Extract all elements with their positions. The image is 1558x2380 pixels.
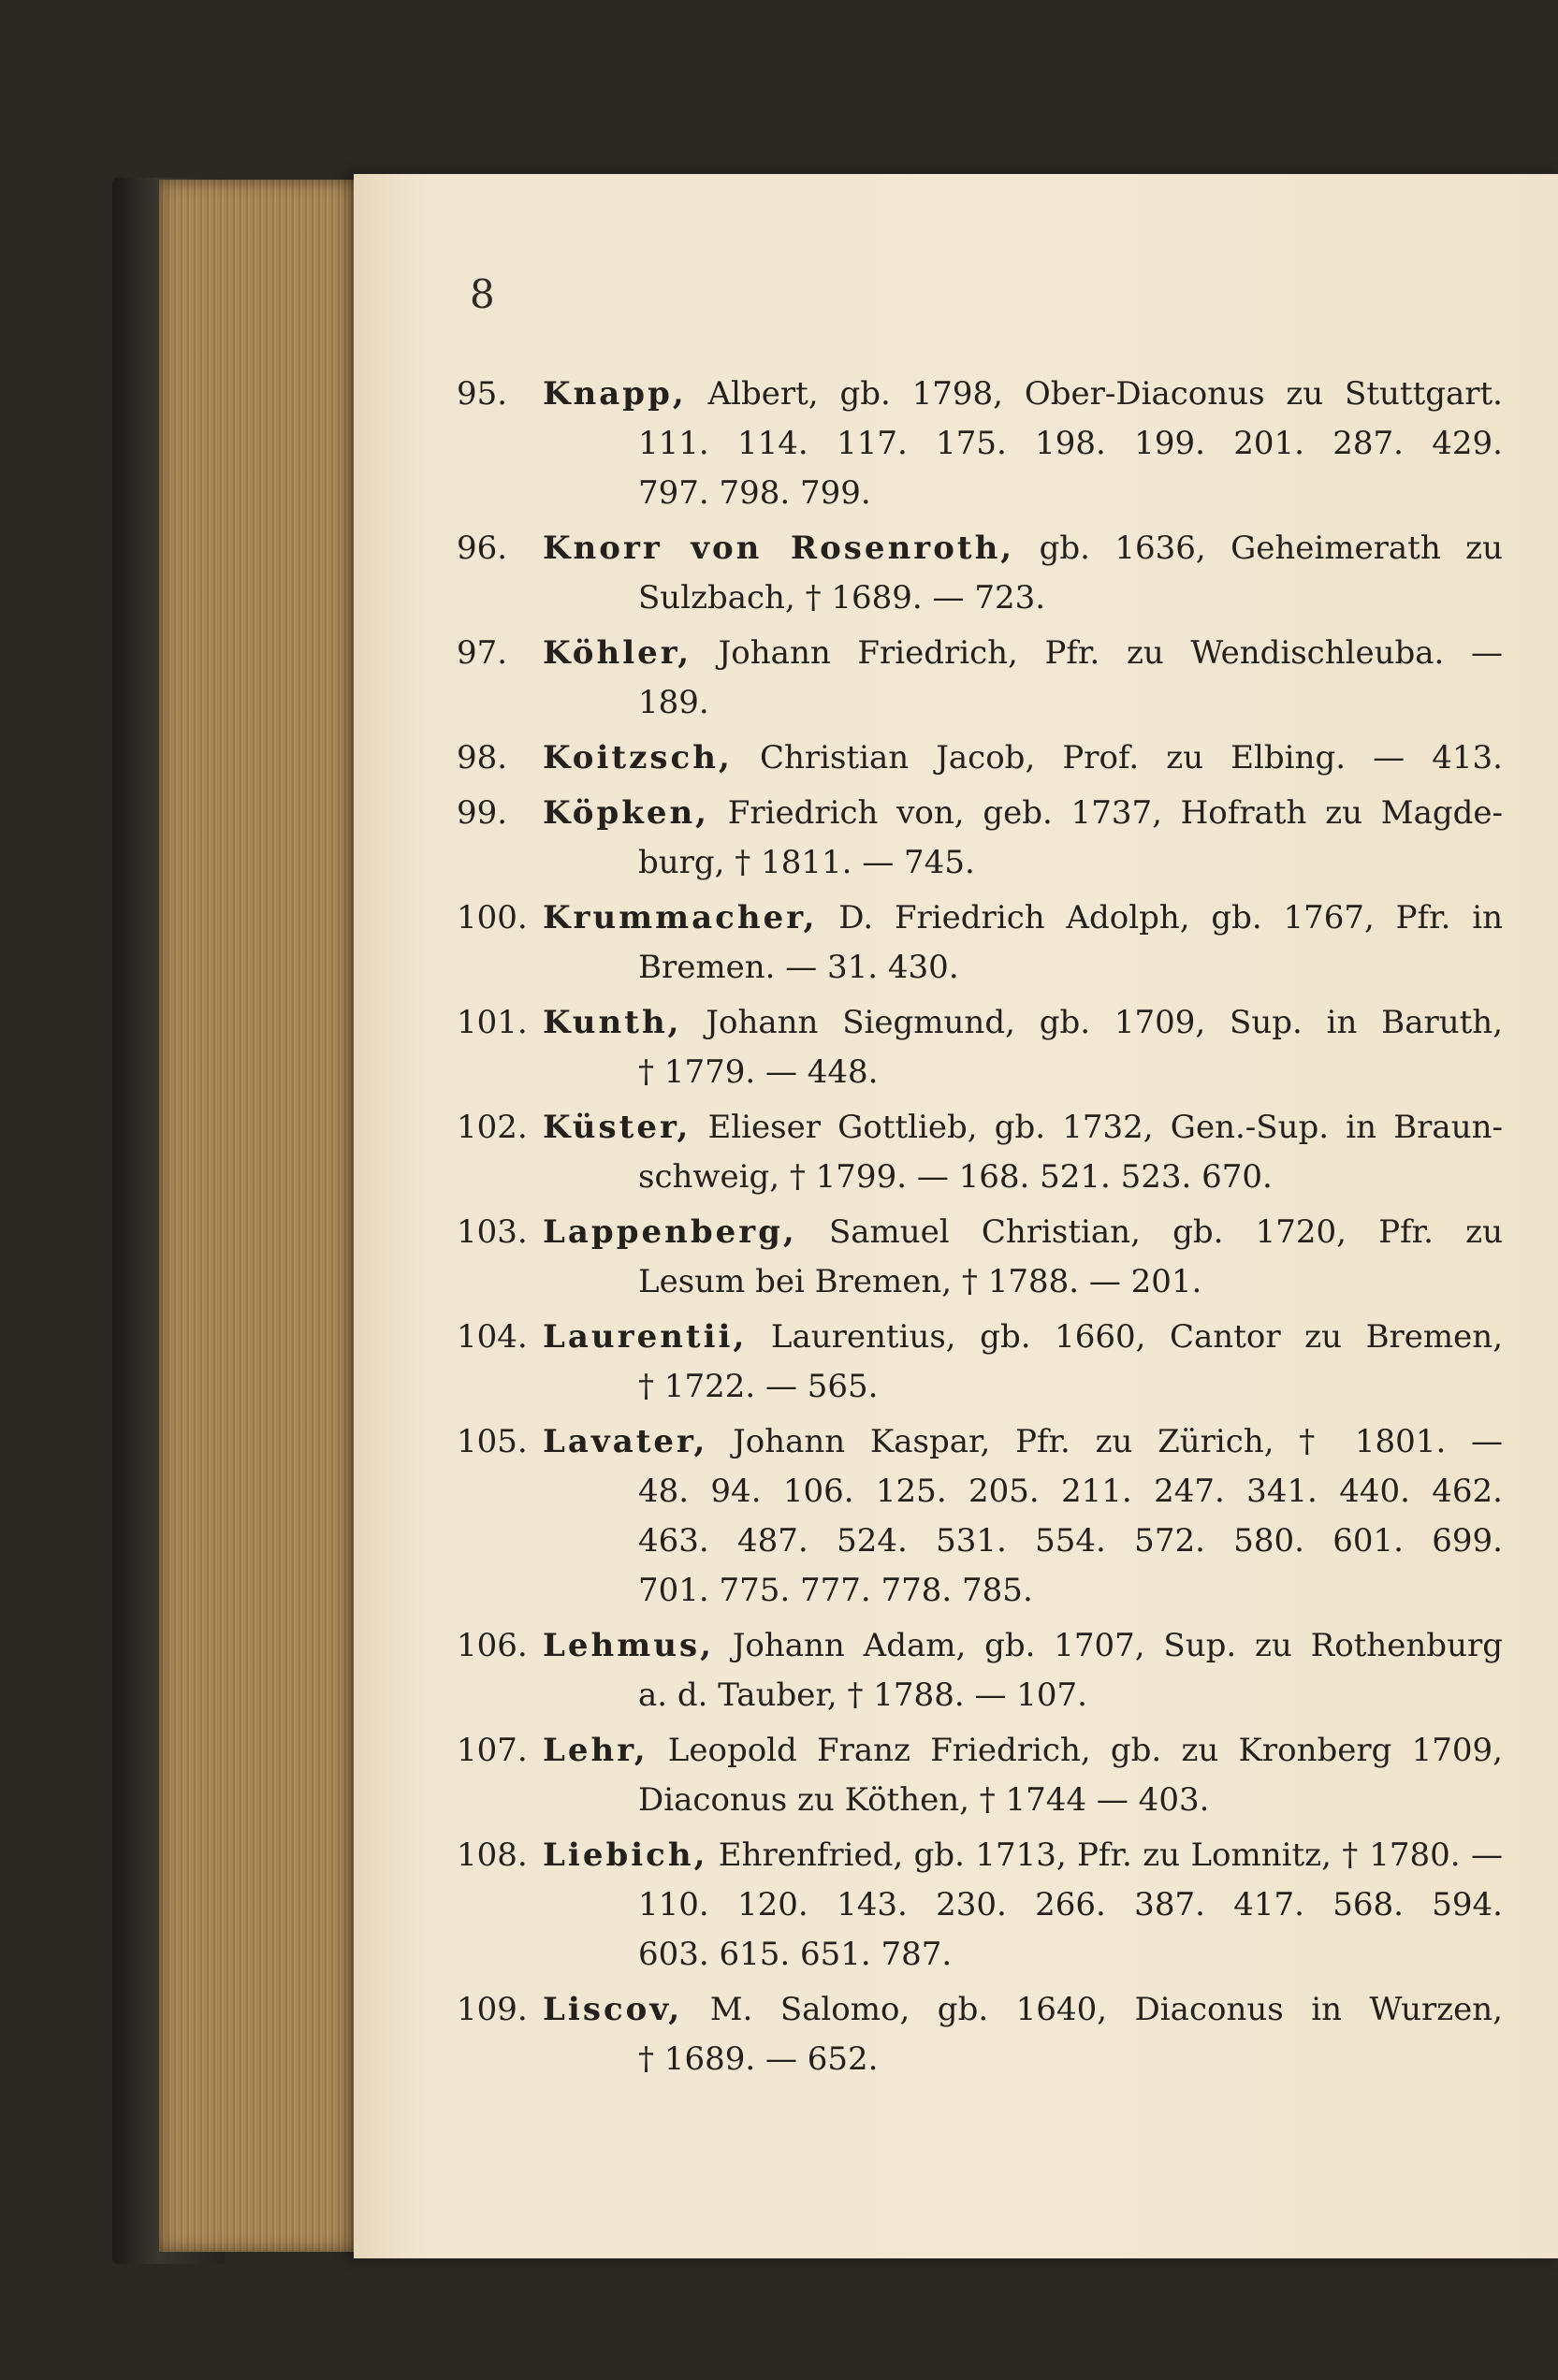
entry-number: 106. [457, 1627, 528, 1664]
index-entry [457, 1417, 1503, 1616]
page-block-edges [159, 180, 360, 2252]
entry-first-line [543, 1313, 1503, 1362]
index-entry [457, 629, 1503, 728]
index-entry [457, 370, 1503, 518]
author-details: Friedrich von, geb. 1737, Hofrath zu Magde- [709, 794, 1503, 832]
entry-continuation-line: Diaconus zu Köthen, † 1744 — 403. [638, 1781, 1210, 1819]
entry-first-line [543, 1726, 1503, 1776]
index-entry [457, 1313, 1503, 1412]
entry-body [533, 1417, 1503, 1616]
index-entry [457, 733, 1503, 783]
index-entry [457, 1103, 1503, 1202]
entry-body [533, 1726, 1503, 1825]
entry-first-line [543, 370, 1503, 419]
index-entry [457, 1208, 1503, 1307]
entry-number: 100. [457, 899, 528, 936]
index-entry [457, 1985, 1503, 2084]
entry-continuation-line: a. d. Tauber, † 1788. — 107. [638, 1676, 1087, 1714]
entry-continuation-line: † 1779. — 448. [638, 1053, 879, 1091]
index-entry [457, 1726, 1503, 1825]
entry-continuation-line: burg, † 1811. — 745. [638, 844, 975, 881]
entry-continuation-line: 701. 775. 777. 778. 785. [638, 1572, 1033, 1609]
entry-number: 97. [457, 634, 508, 672]
entry-number: 102. [457, 1109, 528, 1146]
entry-continuation-line: 48. 94. 106. 125. 205. 211. 247. 341. 440. 462. [638, 1473, 1503, 1510]
author-details: Laurentius, gb. 1660, Cantor zu Bremen, [747, 1318, 1503, 1356]
entry-continuation-line: 111. 114. 117. 175. 198. 199. 201. 287. 429. [638, 425, 1503, 462]
entry-first-line [543, 1103, 1503, 1153]
author-name: Kunth, [543, 1004, 682, 1041]
author-details: Albert, gb. 1798, Ober-Diaconus zu Stuttgart. [686, 375, 1503, 413]
entry-continuation-line: 189. [638, 684, 709, 721]
author-name: Köpken, [543, 794, 710, 832]
entry-body [533, 789, 1503, 888]
entry-continuation-line: 463. 487. 524. 531. 554. 572. 580. 601. 699. [638, 1522, 1503, 1560]
author-name: Liscov, [543, 1991, 683, 2028]
entry-continuation-line: † 1722. — 565. [638, 1368, 879, 1405]
author-details: M. Salomo, gb. 1640, Diaconus in Wurzen, [682, 1991, 1503, 2028]
entry-first-line [543, 524, 1503, 573]
index-entry [457, 998, 1503, 1097]
entry-number: 103. [457, 1213, 528, 1251]
author-name: Lappenberg, [543, 1213, 797, 1251]
entry-body [533, 893, 1503, 993]
entry-first-line [543, 1417, 1503, 1467]
page-number: 8 [470, 271, 495, 317]
entry-continuation-line: 110. 120. 143. 230. 266. 387. 417. 568. 594. [638, 1886, 1503, 1923]
entry-first-line [543, 733, 1503, 783]
entry-first-line [543, 893, 1503, 943]
author-details: Johann Kaspar, Pfr. zu Zürich, † 1801. — [707, 1423, 1503, 1460]
author-name: Krummacher, [543, 899, 818, 936]
entry-continuation-line: schweig, † 1799. — 168. 521. 523. 670. [638, 1158, 1273, 1196]
entry-number: 95. [457, 375, 508, 413]
author-name: Liebich, [543, 1836, 708, 1874]
entry-number: 107. [457, 1732, 528, 1769]
entry-body [533, 1621, 1503, 1720]
entry-body [533, 524, 1503, 623]
entry-first-line [543, 1831, 1503, 1880]
entry-continuation-line: Sulzbach, † 1689. — 723. [638, 579, 1046, 617]
author-details: gb. 1636, Geheimerath zu [1014, 530, 1503, 567]
entry-continuation-line: † 1689. — 652. [638, 2040, 879, 2078]
entry-body [533, 1985, 1503, 2084]
author-details: Johann Friedrich, Pfr. zu Wendischleuba. — [692, 634, 1503, 672]
entry-body [533, 370, 1503, 518]
entry-first-line [543, 1621, 1503, 1671]
author-details: D. Friedrich Adolph, gb. 1767, Pfr. in [817, 899, 1503, 936]
author-details: Elieser Gottlieb, gb. 1732, Gen.-Sup. in Braun- [691, 1109, 1503, 1146]
entry-first-line [543, 1208, 1503, 1257]
entry-first-line [543, 998, 1503, 1048]
index-entry [457, 524, 1503, 623]
entry-body [533, 1208, 1503, 1307]
entry-number: 109. [457, 1991, 528, 2028]
index-entry [457, 1621, 1503, 1720]
author-name: Knapp, [543, 375, 687, 413]
author-name: Köhler, [543, 634, 692, 672]
author-details: Samuel Christian, gb. 1720, Pfr. zu [796, 1213, 1503, 1251]
author-name: Lehmus, [543, 1627, 714, 1664]
entry-continuation-line: 797. 798. 799. [638, 474, 871, 512]
entry-number: 99. [457, 794, 508, 832]
entry-body [533, 629, 1503, 728]
author-details: Ehrenfried, gb. 1713, Pfr. zu Lomnitz, † 1780. — [707, 1836, 1503, 1874]
entry-first-line [543, 1985, 1503, 2035]
author-name: Küster, [543, 1109, 692, 1146]
author-name: Laurentii, [543, 1318, 748, 1356]
entry-body [533, 1831, 1503, 1980]
author-details: Leopold Franz Friedrich, gb. zu Kronberg 1709, [648, 1732, 1503, 1769]
entry-number: 108. [457, 1836, 528, 1874]
entry-continuation-line: Bremen. — 31. 430. [638, 949, 959, 986]
author-details: Johann Siegmund, gb. 1709, Sup. in Baruth, [681, 1004, 1503, 1041]
author-name: Lehr, [543, 1732, 648, 1769]
entry-body [533, 733, 1503, 783]
index-entries [457, 370, 1503, 2090]
author-name: Koitzsch, [543, 739, 733, 776]
entry-continuation-line: Lesum bei Bremen, † 1788. — 201. [638, 1263, 1202, 1300]
entry-number: 105. [457, 1423, 528, 1460]
index-entry [457, 893, 1503, 993]
author-details: Johann Adam, gb. 1707, Sup. zu Rothenburg [713, 1627, 1503, 1664]
author-name: Lavater, [543, 1423, 708, 1460]
entry-number: 104. [457, 1318, 528, 1356]
entry-body [533, 1103, 1503, 1202]
entry-body [533, 998, 1503, 1097]
entry-number: 98. [457, 739, 508, 776]
entry-continuation-line: 603. 615. 651. 787. [638, 1936, 953, 1973]
index-entry [457, 1831, 1503, 1980]
entry-body [533, 1313, 1503, 1412]
author-details: Christian Jacob, Prof. zu Elbing. — 413. [732, 739, 1503, 776]
entry-number: 96. [457, 530, 508, 567]
author-name: Knorr von Rosenroth, [543, 530, 1015, 567]
entry-number: 101. [457, 1004, 528, 1041]
entry-first-line [543, 629, 1503, 678]
entry-first-line [543, 789, 1503, 838]
index-entry [457, 789, 1503, 888]
